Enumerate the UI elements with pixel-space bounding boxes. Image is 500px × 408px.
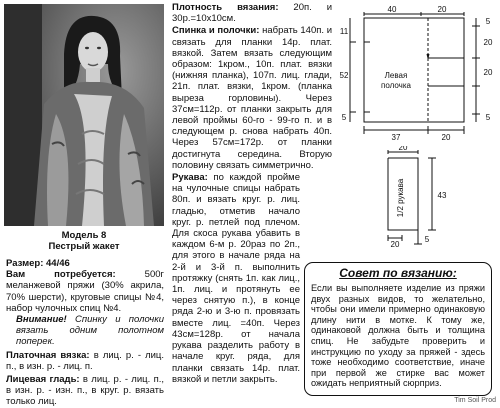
attention-text: Спинку и полочки вязать одним полотном поперек. <box>16 314 164 348</box>
needed-paragraph <box>6 269 164 314</box>
sleeve-dim-bottom: 20 <box>390 240 400 248</box>
left-column <box>6 258 164 408</box>
model-number: Модель 8 <box>61 230 107 241</box>
platochnaya-text: в лиц. р. - лиц. п., в изн. р. - лиц. п. <box>6 349 164 372</box>
dim-side-bottom: 5 <box>341 113 347 122</box>
sleeve-label: Рукава: <box>172 172 208 184</box>
licevaya-text: в лиц. р. - лиц. п., в изн. р. - изн. п., в круг. р. вязать только лиц. <box>6 374 164 408</box>
dim-top-right: 20 <box>437 5 447 14</box>
sleeve-pattern-diagram <box>372 146 452 248</box>
sleeve-dim-bottom-side: 5 <box>424 235 430 244</box>
model-name: Пестрый жакет <box>48 241 120 252</box>
licevaya-paragraph <box>6 374 164 408</box>
dim-right-20-a: 20 <box>483 38 493 47</box>
footer-credit: Tim Soil Prod <box>454 397 496 404</box>
dim-side-mid: 52 <box>339 71 349 80</box>
platochnaya-label: Платочная вязка: <box>6 349 90 361</box>
sleeve-text: по каждой пройме на чулочные спицы набрать 80п. и вязать круг. р. лиц. гладью, отметив начало круг. р. петлей под плечом. Для скоса рукава убавить в каждом 6-м р. 20раз по 2п., для этого в начале ряда на 2-й и 3-й п. выполнить протяжку (снять 1п. как лиц., 1п. лиц. и протянуть ее через снятую п.), в конце ряда 2-ю и 3-ю п. провязать вместе лиц. =40п. Через 43см=128р. от начала рукава разделить работу в начале круг. ряда, для планки связать 14р. плат. вязкой и петли закрыть. <box>172 172 300 385</box>
dim-right-20-b: 20 <box>483 68 493 77</box>
sleeve-label: 1/2 рукава <box>396 178 405 218</box>
size-label: Размер: 44/46 <box>6 258 70 269</box>
back-text: набрать 140п. и связать для планки 14р. плат. вязкой. Затем вязать следующим образом: 1кром., 10п. плат. вязки (нижняя планка), 107п. лиц. глади, 21п. плат. вязки, 1кром. (планка выреза горловины). Через 37см=112р. от планки закрыть для левой проймы 60-го - 99-го п. и в следующем р. снова набрать 40п. Через 57см=172р. от планки достигнута середина. Вторую половину связать симметрично. <box>172 25 333 171</box>
density-text: 20п. и 30р.=10х10см. <box>172 2 332 25</box>
needed-text: 500г меланжевой пряжи (30% акрила, 70% шерсти), круговые спицы №4, набор чулочных спиц №4. <box>6 269 164 314</box>
density-paragraph <box>172 2 332 24</box>
body-outline <box>364 18 464 122</box>
licevaya-label: Лицевая гладь: <box>6 374 80 386</box>
back-paragraph <box>172 25 332 171</box>
body-label-line1: Левая <box>384 71 408 80</box>
platochnaya-paragraph <box>6 350 164 372</box>
dim-top-left: 40 <box>387 5 397 14</box>
dim-side-top: 11 <box>339 27 349 36</box>
dim-right-5-top: 5 <box>485 17 491 26</box>
body-pattern-diagram <box>336 2 498 142</box>
dim-bottom-left: 37 <box>391 133 401 142</box>
model-photo-illustration <box>4 4 164 226</box>
body-label-line2: полочка <box>381 81 411 90</box>
size-line <box>6 258 164 269</box>
advice-title: Совет по вязанию: <box>339 266 457 280</box>
model-caption <box>4 230 164 252</box>
advice-box <box>304 262 492 396</box>
density-label: Плотность вязания: <box>172 2 279 13</box>
sleeve-paragraph <box>172 172 300 385</box>
dim-right-5-bottom: 5 <box>485 113 491 122</box>
model-photo <box>4 4 164 226</box>
needed-label: Вам потребуется: <box>6 269 116 281</box>
attention-label: Внимание! <box>16 314 67 326</box>
advice-text: Если вы выполняете изделие из пряжи двух разных видов, то желательно, чтобы они имели примерно одинаковую длину нити в мотке. К тому же, одинаковой должна быть и толщина спиц. Не забудьте проверить и инструкцию по уходу за пряжей - здесь тоже необходимо соответствие, иначе при первой же стирке вас может ожидать неприятный сюрприз. <box>311 283 485 389</box>
sleeve-dim-side: 43 <box>437 191 447 200</box>
back-label: Спинка и полочки: <box>172 25 260 37</box>
dim-bottom-right: 20 <box>441 133 451 142</box>
sleeve-dim-top: 20 <box>398 146 408 152</box>
attention-paragraph <box>16 314 164 348</box>
